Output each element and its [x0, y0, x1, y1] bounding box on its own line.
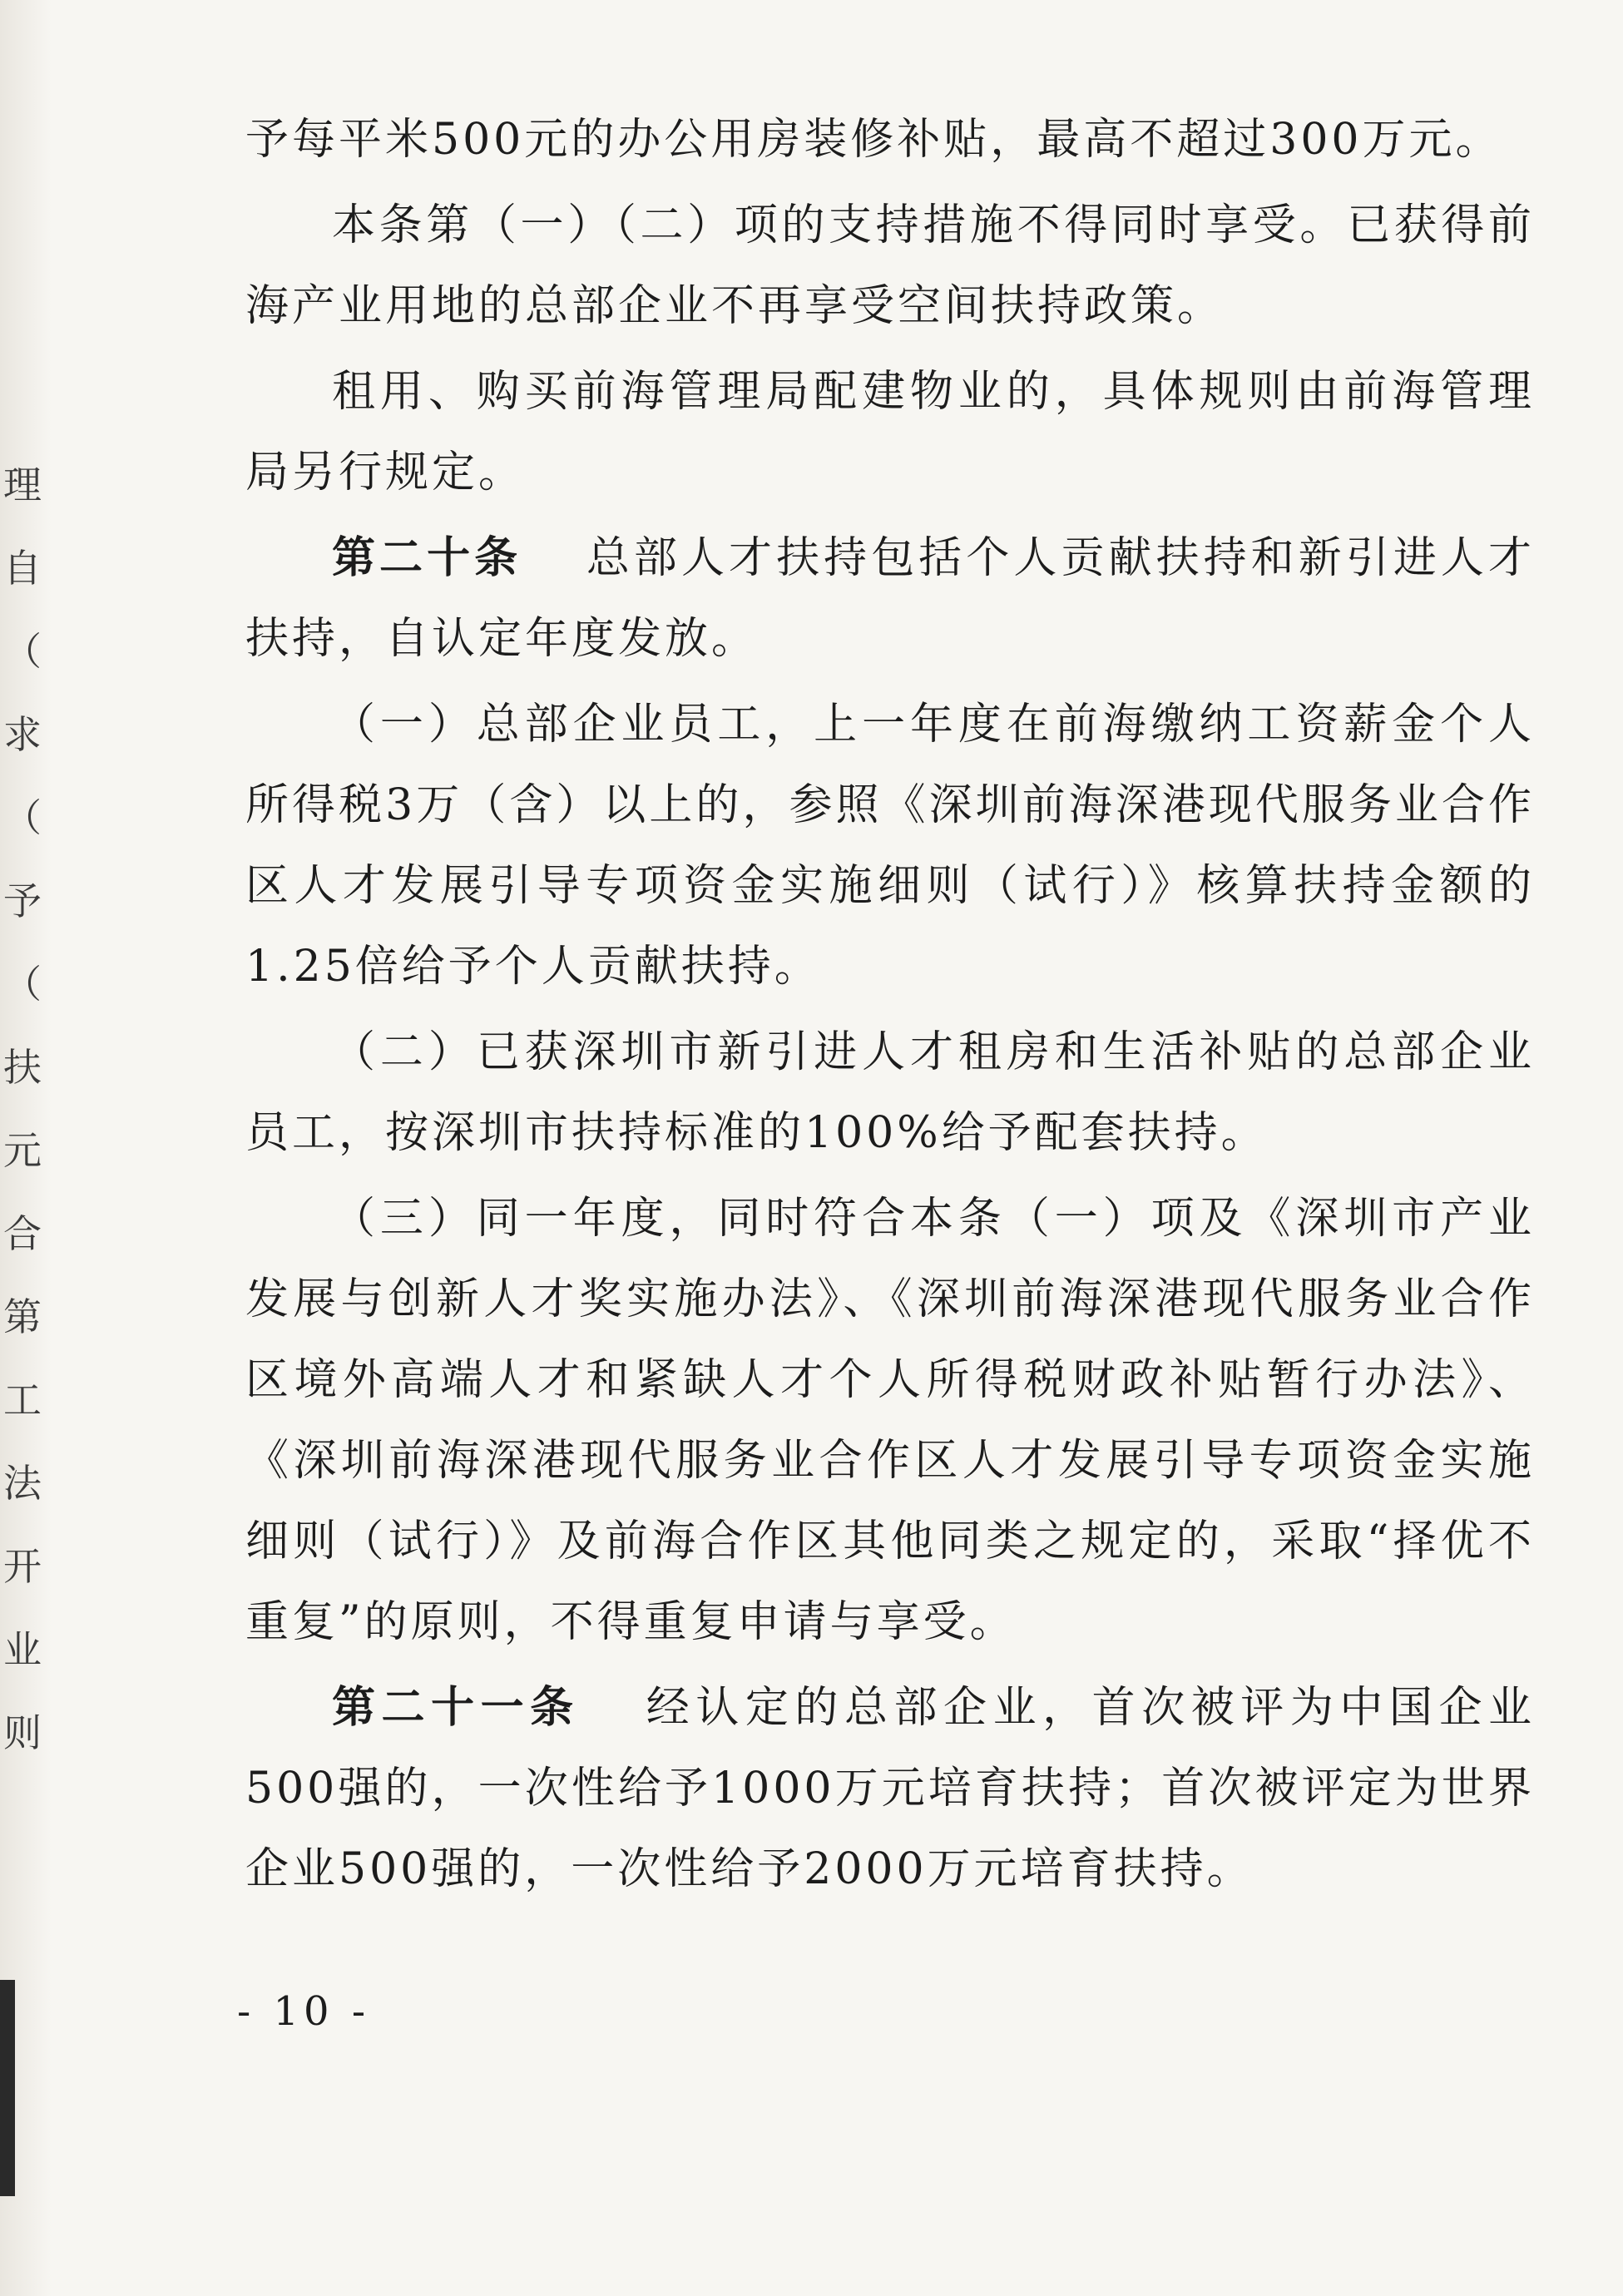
paragraph [245, 186, 1535, 347]
paragraph [245, 352, 1535, 513]
paragraph-text: 本条第（一）（二）项的支持措施不得同时享受。已获得前海产业用地的总部企业不再享受空间扶持政策。 [245, 200, 1535, 331]
adjacent-page-fragments [3, 466, 45, 1797]
paragraph-text: （一）总部企业员工，上一年度在前海缴纳工资薪金个人所得税3万（含）以上的，参照《深圳前海深港现代服务业合作区人才发展引导专项资金实施细则（试行）》核算扶持金额的1.25倍给予个人贡献扶持。 [245, 700, 1535, 992]
paragraph-text: （二）已获深圳市新引进人才租房和生活补贴的总部企业员工，按深圳市扶持标准的100%给予配套扶持。 [245, 1027, 1535, 1158]
edge-fragment: 元 [3, 1131, 42, 1173]
paragraph [245, 685, 1535, 1007]
paragraph [245, 1179, 1535, 1663]
edge-fragment: （ [3, 965, 42, 1007]
edge-fragment: 合 [3, 1215, 42, 1256]
edge-fragment: 第 [3, 1298, 42, 1339]
paragraph-text: 经认定的总部企业，首次被评为中国企业500强的，一次性给予1000万元培育扶持；首次被评定为世界企业500强的，一次性给予2000万元培育扶持。 [245, 1683, 1535, 1894]
edge-fragment: （ [3, 799, 42, 840]
paragraph [245, 1012, 1535, 1174]
article-heading: 第二十条 [332, 533, 569, 583]
scan-binding-shadow [0, 1980, 15, 2196]
edge-fragment: 工 [3, 1381, 42, 1423]
document-body [245, 100, 1535, 1915]
edge-fragment: 予 [3, 882, 42, 923]
paragraph [245, 100, 1535, 181]
paragraph-text: 予每平米500元的办公用房装修补贴，最高不超过300万元。 [245, 115, 1502, 165]
article-heading: 第二十一条 [332, 1683, 626, 1733]
edge-fragment: 业 [3, 1630, 42, 1672]
edge-fragment: 则 [3, 1714, 42, 1755]
paragraph-text: （三）同一年度，同时符合本条（一）项及《深圳市产业发展与创新人才奖实施办法》、《深圳前海深港现代服务业合作区境外高端人才和紧缺人才个人所得税财政补贴暂行办法》、《深圳前海深港现代服务业合作区人才发展引导专项资金实施细则（试行）》及前海合作区其他同类之规定的，采取“择优不重复”的原则，不得重复申请与享受。 [245, 1194, 1535, 1647]
edge-fragment: 求 [3, 715, 42, 757]
article-20 [245, 518, 1535, 680]
edge-fragment: （ [3, 632, 42, 674]
paragraph-text: 总部人才扶持包括个人贡献扶持和新引进人才扶持，自认定年度发放。 [245, 533, 1535, 664]
article-21 [245, 1668, 1535, 1910]
edge-fragment: 理 [3, 466, 42, 507]
edge-fragment: 扶 [3, 1048, 42, 1090]
edge-fragment: 法 [3, 1464, 42, 1506]
edge-fragment: 自 [3, 549, 42, 591]
edge-fragment: 开 [3, 1547, 42, 1589]
paragraph-text: 租用、购买前海管理局配建物业的，具体规则由前海管理局另行规定。 [245, 367, 1535, 497]
page-number: - 10 - [237, 1988, 371, 2035]
